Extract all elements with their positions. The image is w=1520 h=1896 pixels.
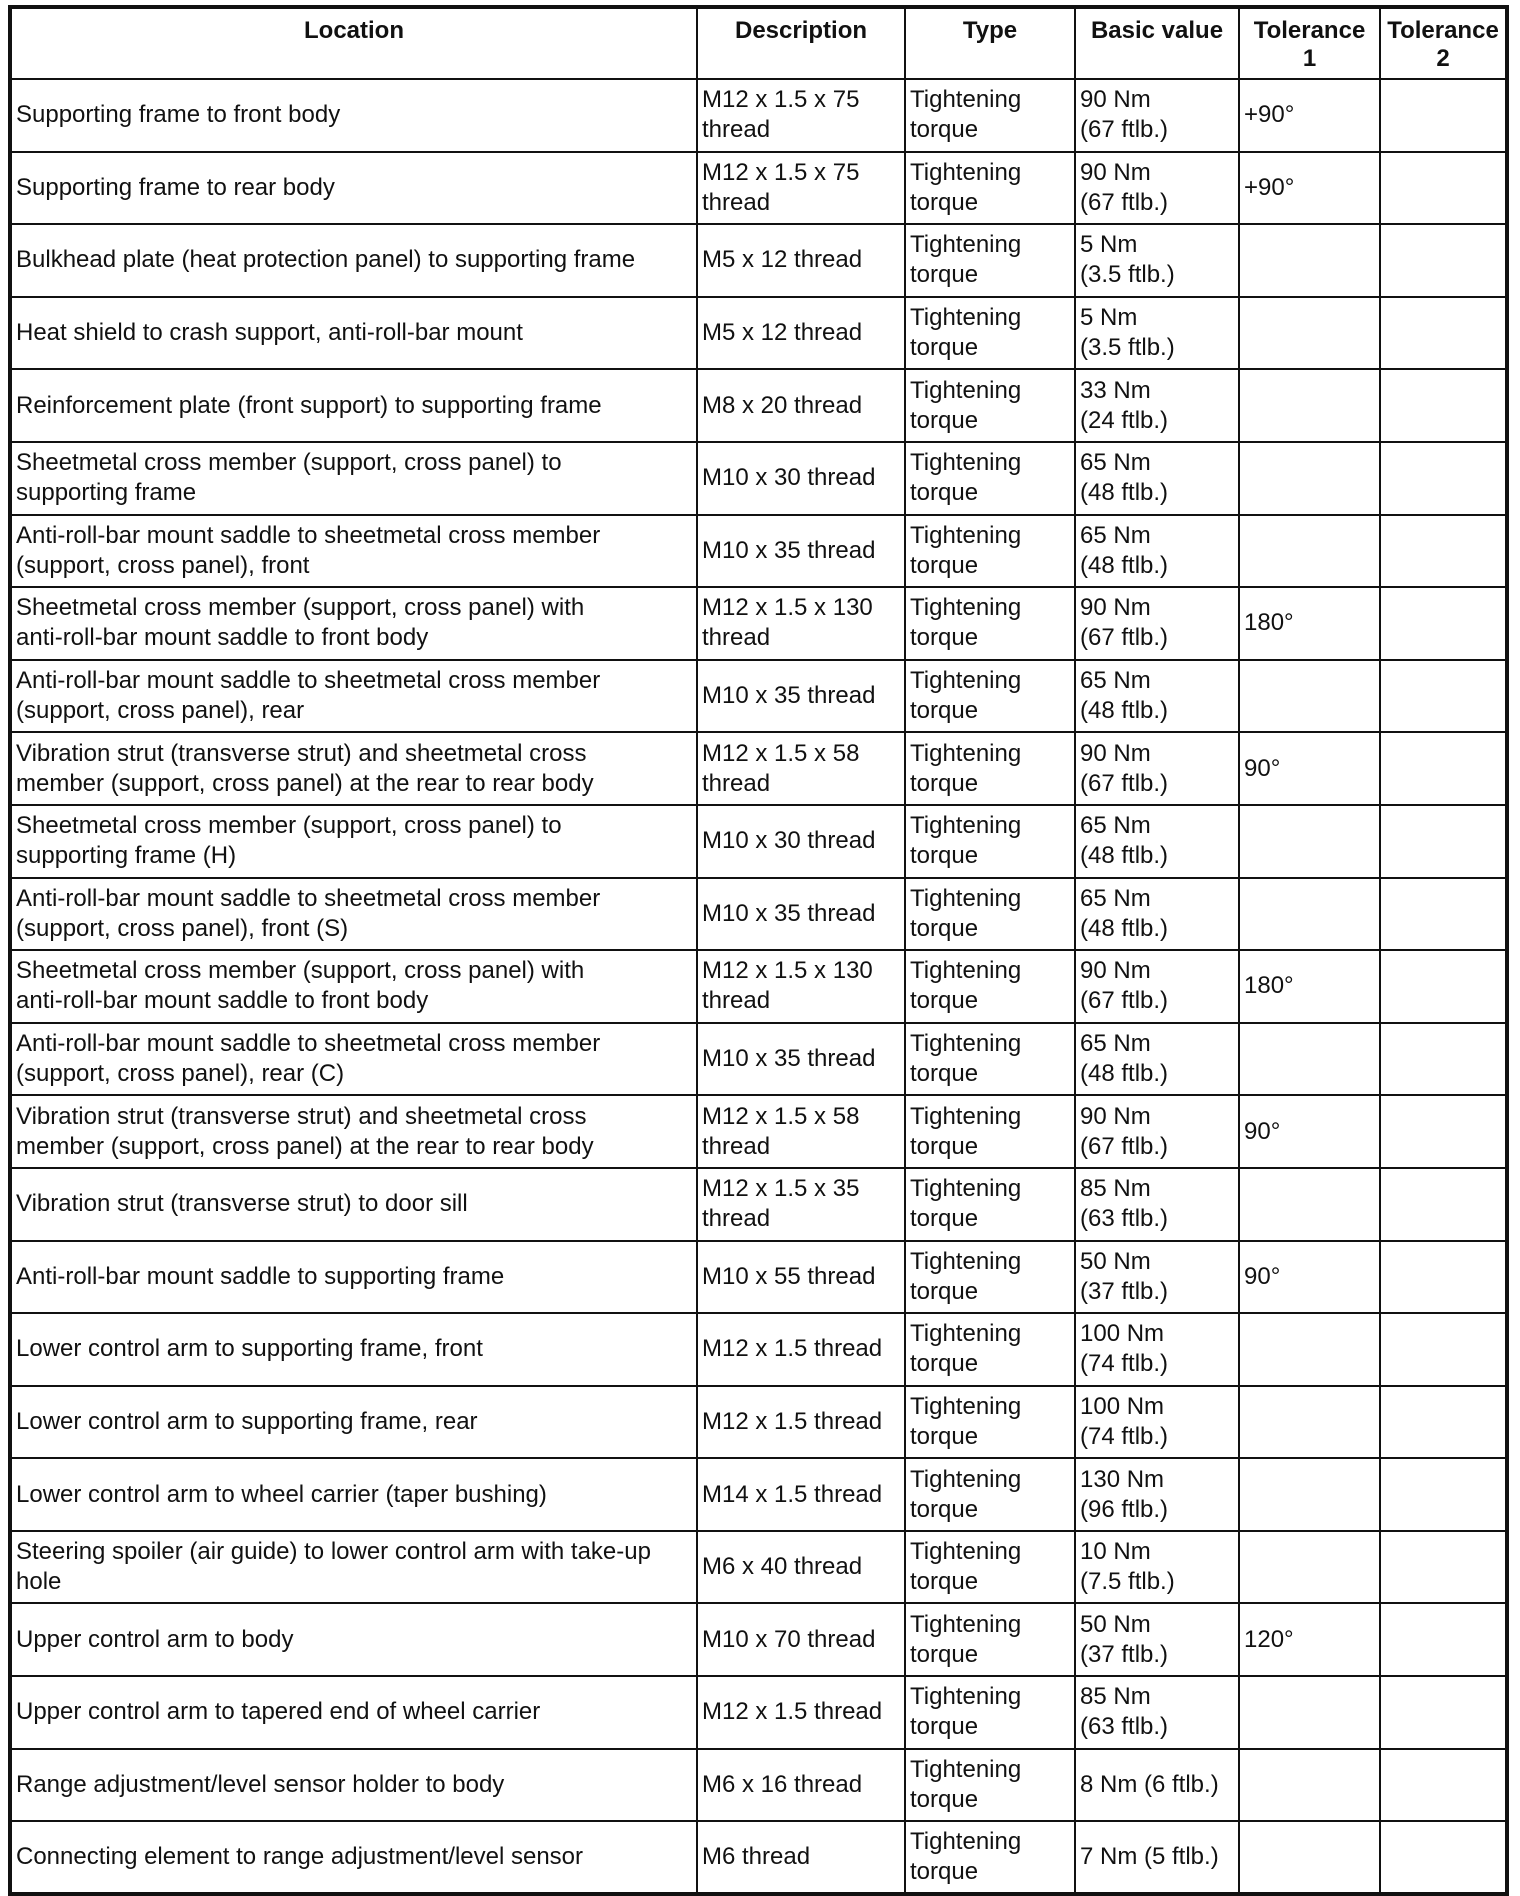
table-body <box>10 79 1507 1894</box>
cell-location-text: Bulkhead plate (heat protection panel) to supporting frame <box>16 246 636 274</box>
cell-tolerance-2 <box>1380 442 1507 515</box>
cell-tolerance-1 <box>1239 1821 1380 1894</box>
cell-basic-value <box>1075 1603 1239 1676</box>
cell-tolerance-1-text: +90° <box>1244 101 1295 129</box>
table-row <box>10 1386 1507 1459</box>
table-row <box>10 1023 1507 1096</box>
cell-basic-value <box>1075 1095 1239 1168</box>
table-row <box>10 1458 1507 1531</box>
cell-location-text: Supporting frame to front body <box>16 101 341 129</box>
cell-type-text: Tightening torque <box>910 1465 1022 1523</box>
cell-description <box>697 1676 905 1749</box>
cell-basic-value-text: 5 Nm (3.5 ftlb.) <box>1080 231 1175 289</box>
cell-basic-value <box>1075 1676 1239 1749</box>
cell-description-text: M6 thread <box>702 1843 811 1871</box>
table-row <box>10 1531 1507 1604</box>
cell-description <box>697 1749 905 1822</box>
cell-tolerance-1 <box>1239 1095 1380 1168</box>
cell-description-text: M12 x 1.5 thread <box>702 1407 883 1435</box>
cell-basic-value-text: 90 Nm (67 ftlb.) <box>1080 86 1169 144</box>
cell-type <box>905 369 1075 442</box>
cell-tolerance-1 <box>1239 1386 1380 1459</box>
cell-basic-value-text: 33 Nm (24 ftlb.) <box>1080 376 1169 434</box>
cell-tolerance-2 <box>1380 1023 1507 1096</box>
cell-location-text: Sheetmetal cross member (support, cross panel) with anti-roll-bar mount saddle to front body <box>16 957 585 1015</box>
cell-basic-value-text: 85 Nm (63 ftlb.) <box>1080 1175 1169 1233</box>
cell-description-text: M14 x 1.5 thread <box>702 1480 883 1508</box>
cell-tolerance-1 <box>1239 1023 1380 1096</box>
cell-description <box>697 1603 905 1676</box>
cell-tolerance-2 <box>1380 1603 1507 1676</box>
cell-tolerance-2 <box>1380 805 1507 878</box>
cell-description-text: M12 x 1.5 x 35 thread <box>702 1175 860 1233</box>
cell-description <box>697 369 905 442</box>
cell-location-text: Anti-roll-bar mount saddle to sheetmetal cross member (support, cross panel), front (S) <box>16 884 601 942</box>
cell-tolerance-2 <box>1380 1821 1507 1894</box>
cell-location-text: Connecting element to range adjustment/level sensor <box>16 1843 583 1871</box>
table-row <box>10 950 1507 1023</box>
cell-basic-value <box>1075 1749 1239 1822</box>
cell-description-text: M10 x 35 thread <box>702 899 876 927</box>
cell-basic-value <box>1075 1168 1239 1241</box>
cell-location-text: Anti-roll-bar mount saddle to sheetmetal cross member (support, cross panel), front <box>16 521 601 579</box>
cell-description <box>697 1821 905 1894</box>
cell-type-text: Tightening torque <box>910 594 1022 652</box>
table-row <box>10 152 1507 225</box>
cell-description <box>697 660 905 733</box>
table-row <box>10 1603 1507 1676</box>
cell-location-text: Lower control arm to supporting frame, front <box>16 1335 483 1363</box>
cell-tolerance-2 <box>1380 1458 1507 1531</box>
cell-basic-value <box>1075 1386 1239 1459</box>
cell-location-text: Vibration strut (transverse strut) and sheetmetal cross member (support, cross panel) at the rear to rear body <box>16 739 594 797</box>
cell-tolerance-2 <box>1380 79 1507 152</box>
cell-basic-value <box>1075 224 1239 297</box>
cell-tolerance-2 <box>1380 1168 1507 1241</box>
cell-location <box>10 1531 697 1604</box>
cell-basic-value <box>1075 805 1239 878</box>
cell-location-text: Vibration strut (transverse strut) to door sill <box>16 1190 468 1218</box>
cell-location <box>10 1168 697 1241</box>
cell-basic-value-text: 100 Nm (74 ftlb.) <box>1080 1392 1169 1450</box>
cell-location <box>10 950 697 1023</box>
table-row <box>10 369 1507 442</box>
cell-type-text: Tightening torque <box>910 739 1022 797</box>
cell-description <box>697 1241 905 1314</box>
cell-tolerance-1 <box>1239 1458 1380 1531</box>
cell-type-text: Tightening torque <box>910 86 1022 144</box>
cell-tolerance-1 <box>1239 1531 1380 1604</box>
tightening-torque-sheet <box>8 5 1505 1896</box>
cell-description <box>697 1458 905 1531</box>
cell-tolerance-1-text: 180° <box>1244 609 1294 637</box>
table-row <box>10 805 1507 878</box>
table-row <box>10 79 1507 152</box>
cell-type <box>905 1241 1075 1314</box>
cell-description <box>697 1313 905 1386</box>
cell-tolerance-2 <box>1380 224 1507 297</box>
cell-type-text: Tightening torque <box>910 1755 1022 1813</box>
cell-type-text: Tightening torque <box>910 1030 1022 1088</box>
cell-description <box>697 1386 905 1459</box>
cell-basic-value-text: 65 Nm (48 ftlb.) <box>1080 521 1169 579</box>
cell-description-text: M5 x 12 thread <box>702 246 863 274</box>
cell-tolerance-1 <box>1239 224 1380 297</box>
table-row <box>10 1168 1507 1241</box>
cell-basic-value <box>1075 79 1239 152</box>
cell-location-text: Anti-roll-bar mount saddle to sheetmetal cross member (support, cross panel), rear <box>16 667 601 725</box>
table-row <box>10 1749 1507 1822</box>
cell-type-text: Tightening torque <box>910 1538 1022 1596</box>
cell-location-text: Upper control arm to body <box>16 1625 294 1653</box>
cell-location <box>10 297 697 370</box>
cell-description <box>697 805 905 878</box>
cell-tolerance-2 <box>1380 152 1507 225</box>
cell-location-text: Supporting frame to rear body <box>16 173 335 201</box>
table-row <box>10 1313 1507 1386</box>
cell-type <box>905 1458 1075 1531</box>
cell-description-text: M12 x 1.5 thread <box>702 1335 883 1363</box>
header-tolerance-2: Tolerance 2 <box>1380 7 1507 79</box>
table-row <box>10 732 1507 805</box>
cell-type <box>905 1386 1075 1459</box>
cell-location <box>10 79 697 152</box>
cell-type <box>905 152 1075 225</box>
cell-type-text: Tightening torque <box>910 449 1022 507</box>
cell-basic-value <box>1075 152 1239 225</box>
cell-description <box>697 950 905 1023</box>
cell-tolerance-1 <box>1239 950 1380 1023</box>
table-row <box>10 1821 1507 1894</box>
cell-tolerance-2 <box>1380 1241 1507 1314</box>
cell-location-text: Sheetmetal cross member (support, cross panel) to supporting frame (H) <box>16 812 562 870</box>
cell-basic-value-text: 10 Nm (7.5 ftlb.) <box>1080 1538 1175 1596</box>
cell-basic-value-text: 90 Nm (67 ftlb.) <box>1080 1102 1169 1160</box>
cell-description <box>697 297 905 370</box>
cell-tolerance-1 <box>1239 660 1380 733</box>
cell-description <box>697 442 905 515</box>
cell-basic-value-text: 65 Nm (48 ftlb.) <box>1080 884 1169 942</box>
cell-location-text: Anti-roll-bar mount saddle to sheetmetal cross member (support, cross panel), rear (C) <box>16 1030 601 1088</box>
cell-type <box>905 79 1075 152</box>
table-row <box>10 878 1507 951</box>
cell-tolerance-2 <box>1380 1749 1507 1822</box>
cell-description <box>697 224 905 297</box>
cell-type-text: Tightening torque <box>910 304 1022 362</box>
cell-type <box>905 1313 1075 1386</box>
cell-location-text: Anti-roll-bar mount saddle to supporting frame <box>16 1262 505 1290</box>
cell-tolerance-1 <box>1239 587 1380 660</box>
cell-basic-value-text: 100 Nm (74 ftlb.) <box>1080 1320 1169 1378</box>
cell-description <box>697 1095 905 1168</box>
cell-location-text: Range adjustment/level sensor holder to body <box>16 1770 505 1798</box>
cell-tolerance-2 <box>1380 297 1507 370</box>
cell-tolerance-1 <box>1239 1603 1380 1676</box>
cell-description <box>697 515 905 588</box>
cell-tolerance-1 <box>1239 1168 1380 1241</box>
cell-location-text: Lower control arm to supporting frame, rear <box>16 1407 478 1435</box>
cell-tolerance-1 <box>1239 805 1380 878</box>
cell-type <box>905 1531 1075 1604</box>
table-row <box>10 660 1507 733</box>
cell-type <box>905 442 1075 515</box>
cell-type-text: Tightening torque <box>910 1683 1022 1741</box>
cell-location <box>10 1749 697 1822</box>
cell-tolerance-2 <box>1380 1531 1507 1604</box>
cell-type <box>905 587 1075 660</box>
cell-type-text: Tightening torque <box>910 1320 1022 1378</box>
cell-tolerance-1-text: 90° <box>1244 754 1281 782</box>
cell-tolerance-1 <box>1239 515 1380 588</box>
cell-basic-value <box>1075 1531 1239 1604</box>
cell-basic-value-text: 130 Nm (96 ftlb.) <box>1080 1465 1169 1523</box>
cell-basic-value <box>1075 369 1239 442</box>
cell-location <box>10 515 697 588</box>
cell-location <box>10 732 697 805</box>
cell-description-text: M10 x 35 thread <box>702 682 876 710</box>
cell-type-text: Tightening torque <box>910 1828 1022 1886</box>
cell-description-text: M12 x 1.5 x 58 thread <box>702 1102 860 1160</box>
cell-type-text: Tightening torque <box>910 1392 1022 1450</box>
cell-tolerance-2 <box>1380 878 1507 951</box>
cell-description-text: M6 x 40 thread <box>702 1553 863 1581</box>
cell-tolerance-2 <box>1380 732 1507 805</box>
cell-location-text: Heat shield to crash support, anti-roll-bar mount <box>16 319 523 347</box>
cell-tolerance-2 <box>1380 950 1507 1023</box>
cell-location <box>10 152 697 225</box>
table-row <box>10 587 1507 660</box>
cell-description <box>697 152 905 225</box>
cell-type <box>905 1095 1075 1168</box>
cell-basic-value <box>1075 660 1239 733</box>
cell-basic-value-text: 8 Nm (6 ftlb.) <box>1080 1770 1219 1798</box>
cell-tolerance-1-text: 90° <box>1244 1262 1281 1290</box>
cell-basic-value-text: 50 Nm (37 ftlb.) <box>1080 1247 1169 1305</box>
header-tolerance-1: Tolerance 1 <box>1239 7 1380 79</box>
cell-tolerance-1-text: 90° <box>1244 1117 1281 1145</box>
cell-location-text: Upper control arm to tapered end of wheel carrier <box>16 1698 541 1726</box>
cell-type-text: Tightening torque <box>910 231 1022 289</box>
cell-type-text: Tightening torque <box>910 667 1022 725</box>
cell-type <box>905 1821 1075 1894</box>
cell-location <box>10 1458 697 1531</box>
cell-basic-value-text: 90 Nm (67 ftlb.) <box>1080 594 1169 652</box>
cell-location-text: Reinforcement plate (front support) to supporting frame <box>16 391 602 419</box>
header-basic-value: Basic value <box>1075 7 1239 79</box>
cell-type <box>905 950 1075 1023</box>
cell-tolerance-1 <box>1239 1676 1380 1749</box>
cell-description-text: M8 x 20 thread <box>702 391 863 419</box>
cell-type <box>905 1749 1075 1822</box>
cell-type-text: Tightening torque <box>910 812 1022 870</box>
cell-basic-value-text: 65 Nm (48 ftlb.) <box>1080 812 1169 870</box>
cell-location <box>10 878 697 951</box>
cell-type <box>905 224 1075 297</box>
cell-location-text: Vibration strut (transverse strut) and sheetmetal cross member (support, cross panel) at the rear to rear body <box>16 1102 594 1160</box>
cell-basic-value-text: 65 Nm (48 ftlb.) <box>1080 667 1169 725</box>
cell-basic-value <box>1075 442 1239 515</box>
cell-type <box>905 1676 1075 1749</box>
cell-basic-value <box>1075 1023 1239 1096</box>
cell-tolerance-2 <box>1380 515 1507 588</box>
cell-basic-value <box>1075 1458 1239 1531</box>
cell-type-text: Tightening torque <box>910 1247 1022 1305</box>
cell-description <box>697 732 905 805</box>
cell-location <box>10 1241 697 1314</box>
cell-description <box>697 79 905 152</box>
cell-type <box>905 732 1075 805</box>
cell-type <box>905 515 1075 588</box>
cell-location-text: Steering spoiler (air guide) to lower control arm with take-up hole <box>16 1538 651 1596</box>
cell-location <box>10 224 697 297</box>
cell-basic-value-text: 65 Nm (48 ftlb.) <box>1080 1030 1169 1088</box>
cell-tolerance-1-text: 120° <box>1244 1625 1294 1653</box>
cell-tolerance-1-text: 180° <box>1244 972 1294 1000</box>
cell-description-text: M12 x 1.5 x 75 thread <box>702 86 860 144</box>
cell-tolerance-1 <box>1239 1313 1380 1386</box>
cell-basic-value <box>1075 515 1239 588</box>
cell-type-text: Tightening torque <box>910 1175 1022 1233</box>
cell-description-text: M10 x 30 thread <box>702 827 876 855</box>
cell-tolerance-2 <box>1380 1676 1507 1749</box>
cell-basic-value-text: 65 Nm (48 ftlb.) <box>1080 449 1169 507</box>
header-location: Location <box>10 7 697 79</box>
cell-location <box>10 1603 697 1676</box>
cell-type-text: Tightening torque <box>910 1102 1022 1160</box>
cell-tolerance-2 <box>1380 1095 1507 1168</box>
cell-description-text: M6 x 16 thread <box>702 1770 863 1798</box>
cell-basic-value-text: 90 Nm (67 ftlb.) <box>1080 158 1169 216</box>
cell-tolerance-1-text: +90° <box>1244 173 1295 201</box>
cell-tolerance-1 <box>1239 79 1380 152</box>
table-row <box>10 224 1507 297</box>
cell-description-text: M10 x 35 thread <box>702 536 876 564</box>
cell-location <box>10 369 697 442</box>
cell-basic-value-text: 5 Nm (3.5 ftlb.) <box>1080 304 1175 362</box>
cell-location <box>10 587 697 660</box>
cell-description-text: M10 x 55 thread <box>702 1262 876 1290</box>
cell-description <box>697 1168 905 1241</box>
tightening-torque-table <box>8 5 1509 1896</box>
cell-basic-value-text: 85 Nm (63 ftlb.) <box>1080 1683 1169 1741</box>
table-row <box>10 1676 1507 1749</box>
table-header <box>10 7 1507 79</box>
cell-type <box>905 660 1075 733</box>
cell-basic-value-text: 90 Nm (67 ftlb.) <box>1080 739 1169 797</box>
cell-basic-value <box>1075 950 1239 1023</box>
cell-type <box>905 1023 1075 1096</box>
cell-basic-value <box>1075 587 1239 660</box>
cell-description-text: M5 x 12 thread <box>702 319 863 347</box>
cell-location <box>10 1386 697 1459</box>
cell-location <box>10 1676 697 1749</box>
cell-tolerance-1 <box>1239 1749 1380 1822</box>
header-type: Type <box>905 7 1075 79</box>
cell-location <box>10 660 697 733</box>
cell-description-text: M10 x 30 thread <box>702 464 876 492</box>
cell-basic-value <box>1075 732 1239 805</box>
header-row <box>10 7 1507 79</box>
cell-type-text: Tightening torque <box>910 158 1022 216</box>
table-row <box>10 515 1507 588</box>
cell-location <box>10 805 697 878</box>
cell-description-text: M10 x 70 thread <box>702 1625 876 1653</box>
cell-tolerance-2 <box>1380 660 1507 733</box>
cell-tolerance-1 <box>1239 442 1380 515</box>
cell-tolerance-1 <box>1239 369 1380 442</box>
cell-basic-value <box>1075 297 1239 370</box>
cell-tolerance-2 <box>1380 369 1507 442</box>
cell-location <box>10 1095 697 1168</box>
cell-description-text: M10 x 35 thread <box>702 1045 876 1073</box>
cell-type-text: Tightening torque <box>910 376 1022 434</box>
cell-description <box>697 1023 905 1096</box>
cell-type <box>905 805 1075 878</box>
cell-location <box>10 1821 697 1894</box>
cell-description-text: M12 x 1.5 x 58 thread <box>702 739 860 797</box>
cell-tolerance-1 <box>1239 152 1380 225</box>
cell-description-text: M12 x 1.5 x 75 thread <box>702 158 860 216</box>
header-description: Description <box>697 7 905 79</box>
cell-description <box>697 1531 905 1604</box>
cell-type <box>905 1168 1075 1241</box>
cell-tolerance-1 <box>1239 732 1380 805</box>
cell-description <box>697 587 905 660</box>
table-row <box>10 1095 1507 1168</box>
cell-basic-value-text: 90 Nm (67 ftlb.) <box>1080 957 1169 1015</box>
cell-location <box>10 1313 697 1386</box>
cell-type-text: Tightening torque <box>910 521 1022 579</box>
cell-type <box>905 878 1075 951</box>
cell-description <box>697 878 905 951</box>
cell-basic-value <box>1075 1313 1239 1386</box>
cell-description-text: M12 x 1.5 x 130 thread <box>702 957 873 1015</box>
cell-description-text: M12 x 1.5 thread <box>702 1698 883 1726</box>
cell-location <box>10 1023 697 1096</box>
cell-basic-value-text: 7 Nm (5 ftlb.) <box>1080 1843 1219 1871</box>
table-row <box>10 1241 1507 1314</box>
cell-tolerance-1 <box>1239 878 1380 951</box>
cell-location-text: Lower control arm to wheel carrier (taper bushing) <box>16 1480 547 1508</box>
table-row <box>10 297 1507 370</box>
cell-tolerance-2 <box>1380 1313 1507 1386</box>
cell-tolerance-1 <box>1239 297 1380 370</box>
cell-basic-value <box>1075 1821 1239 1894</box>
cell-location-text: Sheetmetal cross member (support, cross panel) to supporting frame <box>16 449 562 507</box>
cell-type-text: Tightening torque <box>910 957 1022 1015</box>
cell-type-text: Tightening torque <box>910 1610 1022 1668</box>
cell-location <box>10 442 697 515</box>
cell-type <box>905 1603 1075 1676</box>
cell-description-text: M12 x 1.5 x 130 thread <box>702 594 873 652</box>
cell-type <box>905 297 1075 370</box>
cell-basic-value <box>1075 878 1239 951</box>
cell-location-text: Sheetmetal cross member (support, cross panel) with anti-roll-bar mount saddle to front body <box>16 594 585 652</box>
cell-tolerance-2 <box>1380 587 1507 660</box>
cell-tolerance-1 <box>1239 1241 1380 1314</box>
cell-type-text: Tightening torque <box>910 884 1022 942</box>
table-row <box>10 442 1507 515</box>
cell-basic-value <box>1075 1241 1239 1314</box>
cell-tolerance-2 <box>1380 1386 1507 1459</box>
cell-basic-value-text: 50 Nm (37 ftlb.) <box>1080 1610 1169 1668</box>
